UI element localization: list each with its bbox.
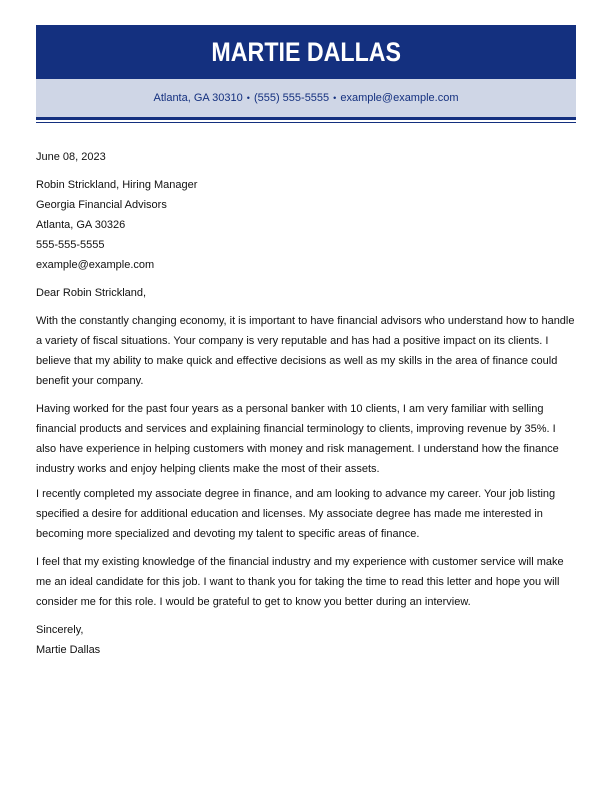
contact-email: example@example.com <box>340 92 459 104</box>
paragraph-text: I feel that my existing knowledge of the financial industry and my experience with customer service will make me an ideal candidate for this job. I want to thank you for taking the time to read this letter and hope you will consider me for this role. I would be grateful to get to know you better during an interview. <box>36 556 564 608</box>
contact-separator: • <box>333 93 337 103</box>
body-paragraph <box>36 311 576 391</box>
paragraph-text: With the constantly changing economy, it is important to have financial advisors who understand how to handle a variety of fiscal situations. Your company is very reputable and has had a positive impact on its clients. I believe that my ability to make quick and effective decisions as well as my skills in the area of finance could benefit your company. <box>36 315 575 387</box>
body-paragraph <box>36 552 576 612</box>
recipient-company: Georgia Financial Advisors <box>36 199 167 211</box>
header-rule-thick <box>36 117 576 120</box>
paragraph-text: Having worked for the past four years as a personal banker with 10 clients, I am very familiar with selling financial products and services and explaining financial terminology to clients, improving revenue by 35%. I also have experience in helping customers with money and risk management. I understand how the finance industry works and enjoy helping clients make the most of their assets. <box>36 403 559 475</box>
recipient-phone: 555-555-5555 <box>36 239 105 251</box>
body-paragraph <box>36 484 576 544</box>
contact-separator: • <box>246 93 250 103</box>
body-paragraph <box>36 399 576 479</box>
contact-phone: (555) 555-5555 <box>253 92 330 104</box>
closing: Sincerely, <box>36 624 84 636</box>
recipient-email: example@example.com <box>36 259 155 271</box>
salutation: Dear Robin Strickland, <box>36 287 147 299</box>
recipient-name-title: Robin Strickland, Hiring Manager <box>36 179 198 191</box>
signature-name: Martie Dallas <box>36 644 101 656</box>
header-banner <box>36 25 576 79</box>
recipient-city-state: Atlanta, GA 30326 <box>36 219 126 231</box>
letter-date: June 08, 2023 <box>36 151 106 163</box>
applicant-name: MARTIE DALLAS <box>211 36 401 67</box>
paragraph-text: I recently completed my associate degree in finance, and am looking to advance my career. Your job listing specified a desire for additional education and licenses. My associate degree has made me interested in becoming more specialized and devoting my talent to specific areas of finance. <box>36 488 556 540</box>
contact-location: Atlanta, GA 30310 <box>153 92 243 104</box>
contact-bar <box>36 79 576 117</box>
header-rule-thin <box>36 122 576 123</box>
